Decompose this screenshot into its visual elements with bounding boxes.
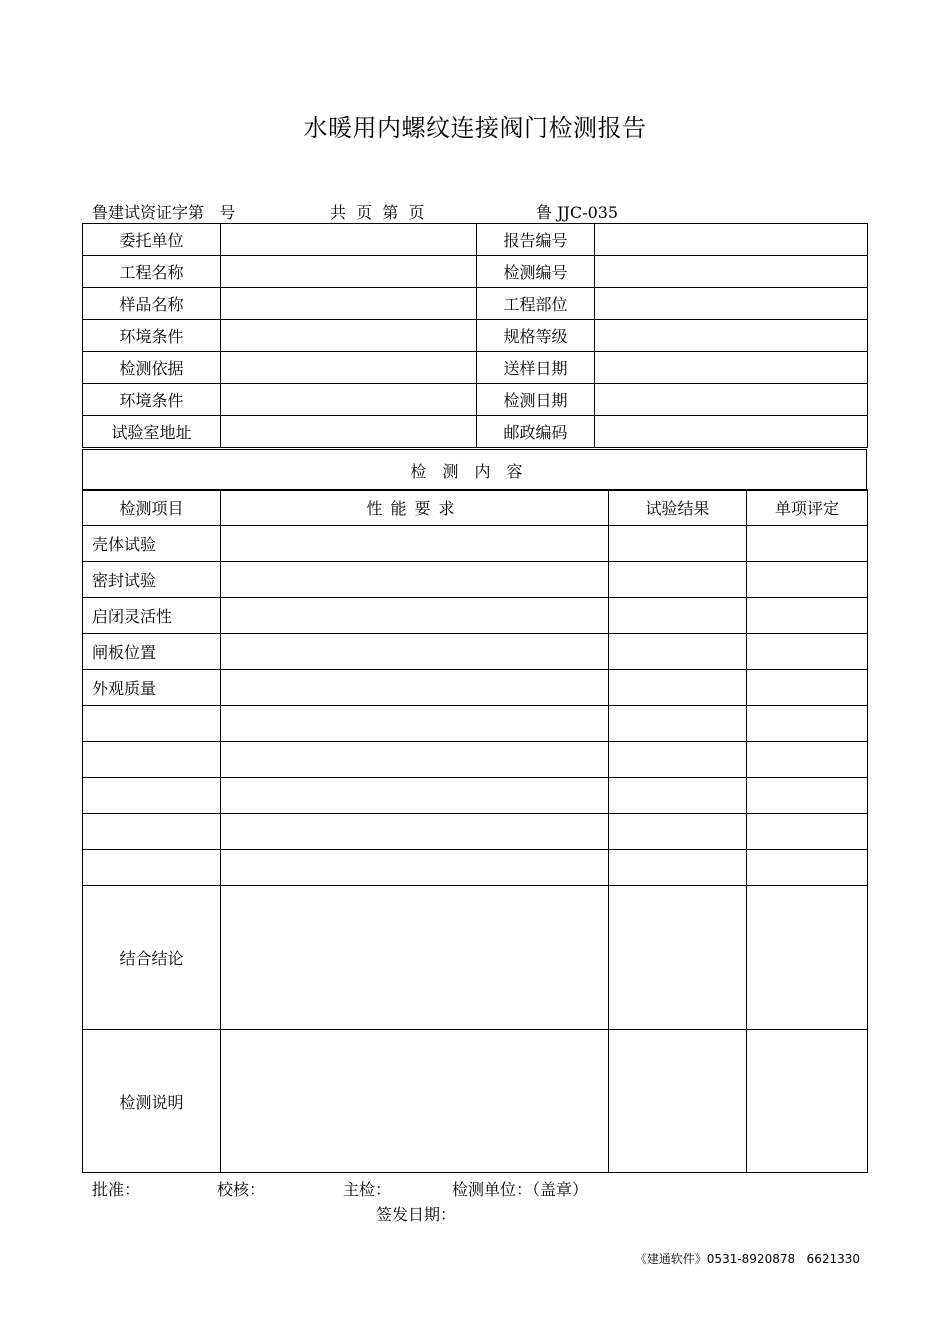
- test-item-name: 外观质量: [83, 670, 221, 706]
- info-value-field[interactable]: [595, 320, 868, 352]
- requirement-field[interactable]: [221, 706, 609, 742]
- form-code: 鲁 JJC-035: [536, 203, 619, 222]
- evaluation-field[interactable]: [747, 598, 868, 634]
- notes-row: [83, 1030, 868, 1173]
- info-value-field[interactable]: [595, 416, 868, 448]
- evaluation-field[interactable]: [747, 850, 868, 886]
- test-item-name: 密封试验: [83, 562, 221, 598]
- evaluation-field[interactable]: [747, 562, 868, 598]
- main-inspector-label: 主检：: [343, 1180, 392, 1199]
- info-row: [83, 384, 868, 416]
- test-header-row: [83, 490, 868, 526]
- info-label: 工程名称: [83, 256, 221, 288]
- result-field[interactable]: [609, 850, 747, 886]
- evaluation-field[interactable]: [747, 526, 868, 562]
- evaluation-field[interactable]: [747, 778, 868, 814]
- test-item-name: [83, 742, 221, 778]
- test-item-name: 启闭灵活性: [83, 598, 221, 634]
- info-label: 送样日期: [477, 352, 595, 384]
- requirement-field[interactable]: [221, 562, 609, 598]
- test-row: [83, 634, 868, 670]
- info-value-field[interactable]: [595, 224, 868, 256]
- test-item-name: [83, 706, 221, 742]
- result-field[interactable]: [609, 814, 747, 850]
- page-count: 共 页 第 页: [330, 203, 425, 222]
- info-label: 检测依据: [83, 352, 221, 384]
- info-value-field[interactable]: [221, 384, 477, 416]
- evaluation-field[interactable]: [747, 742, 868, 778]
- evaluation-field[interactable]: [747, 814, 868, 850]
- notes-field[interactable]: [221, 1030, 609, 1173]
- header-requirement: 性能要求: [221, 490, 609, 526]
- info-label: 检测编号: [477, 256, 595, 288]
- info-value-field[interactable]: [595, 352, 868, 384]
- info-label: 邮政编码: [477, 416, 595, 448]
- test-row: [83, 562, 868, 598]
- info-value-field[interactable]: [221, 256, 477, 288]
- test-table: [82, 489, 868, 1173]
- notes-label: 检测说明: [83, 1030, 221, 1173]
- requirement-field[interactable]: [221, 814, 609, 850]
- info-label: 规格等级: [477, 320, 595, 352]
- info-value-field[interactable]: [595, 384, 868, 416]
- test-item-name: 壳体试验: [83, 526, 221, 562]
- test-item-name: [83, 814, 221, 850]
- conclusion-row: [83, 886, 868, 1030]
- requirement-field[interactable]: [221, 778, 609, 814]
- test-row: [83, 742, 868, 778]
- evaluation-field[interactable]: [747, 634, 868, 670]
- conclusion-evaluation-field[interactable]: [747, 886, 868, 1030]
- evaluation-field[interactable]: [747, 670, 868, 706]
- test-item-name: [83, 850, 221, 886]
- info-row: [83, 320, 868, 352]
- info-value-field[interactable]: [221, 416, 477, 448]
- info-row: [83, 288, 868, 320]
- info-row: [83, 224, 868, 256]
- test-item-name: 闸板位置: [83, 634, 221, 670]
- result-field[interactable]: [609, 562, 747, 598]
- info-value-field[interactable]: [221, 288, 477, 320]
- section-title: 检测内容: [83, 450, 867, 491]
- result-field[interactable]: [609, 634, 747, 670]
- header-result: 试验结果: [609, 490, 747, 526]
- test-row: [83, 526, 868, 562]
- section-header-table: [82, 449, 867, 491]
- info-table: [82, 223, 868, 448]
- info-value-field[interactable]: [221, 352, 477, 384]
- requirement-field[interactable]: [221, 598, 609, 634]
- requirement-field[interactable]: [221, 634, 609, 670]
- issue-date-label: 签发日期：: [376, 1205, 457, 1224]
- info-label: 报告编号: [477, 224, 595, 256]
- notes-evaluation-field[interactable]: [747, 1030, 868, 1173]
- info-label: 工程部位: [477, 288, 595, 320]
- check-label: 校核：: [217, 1180, 266, 1199]
- info-value-field[interactable]: [221, 224, 477, 256]
- info-label: 环境条件: [83, 384, 221, 416]
- info-row: [83, 352, 868, 384]
- info-value-field[interactable]: [221, 320, 477, 352]
- requirement-field[interactable]: [221, 670, 609, 706]
- test-row: [83, 778, 868, 814]
- header-evaluation: 单项评定: [747, 490, 868, 526]
- test-row: [83, 670, 868, 706]
- info-row: [83, 416, 868, 448]
- info-row: [83, 256, 868, 288]
- result-field[interactable]: [609, 598, 747, 634]
- header-test-item: 检测项目: [83, 490, 221, 526]
- result-field[interactable]: [609, 706, 747, 742]
- info-label: 委托单位: [83, 224, 221, 256]
- info-label: 环境条件: [83, 320, 221, 352]
- conclusion-label: 结合结论: [83, 886, 221, 1030]
- info-value-field[interactable]: [595, 256, 868, 288]
- info-label: 样品名称: [83, 288, 221, 320]
- approve-label: 批准：: [92, 1180, 141, 1199]
- test-row: [83, 850, 868, 886]
- requirement-field[interactable]: [221, 526, 609, 562]
- requirement-field[interactable]: [221, 850, 609, 886]
- result-field[interactable]: [609, 778, 747, 814]
- info-label: 检测日期: [477, 384, 595, 416]
- test-item-name: [83, 778, 221, 814]
- notes-result-field[interactable]: [609, 1030, 747, 1173]
- requirement-field[interactable]: [221, 742, 609, 778]
- page-title: 水暖用内螺纹连接阀门检测报告: [303, 114, 647, 142]
- software-brand: 《建通软件》0531-8920878 6621330: [634, 1252, 860, 1266]
- testing-unit-label: 检测单位：（盖章）: [452, 1180, 589, 1199]
- info-value-field[interactable]: [595, 288, 868, 320]
- test-row: [83, 598, 868, 634]
- info-label: 试验室地址: [83, 416, 221, 448]
- test-row: [83, 814, 868, 850]
- result-field[interactable]: [609, 526, 747, 562]
- certificate-number: 鲁建试资证字第 号: [92, 203, 236, 222]
- result-field[interactable]: [609, 670, 747, 706]
- test-row: [83, 706, 868, 742]
- conclusion-field[interactable]: [221, 886, 609, 1030]
- result-field[interactable]: [609, 742, 747, 778]
- evaluation-field[interactable]: [747, 706, 868, 742]
- conclusion-result-field[interactable]: [609, 886, 747, 1030]
